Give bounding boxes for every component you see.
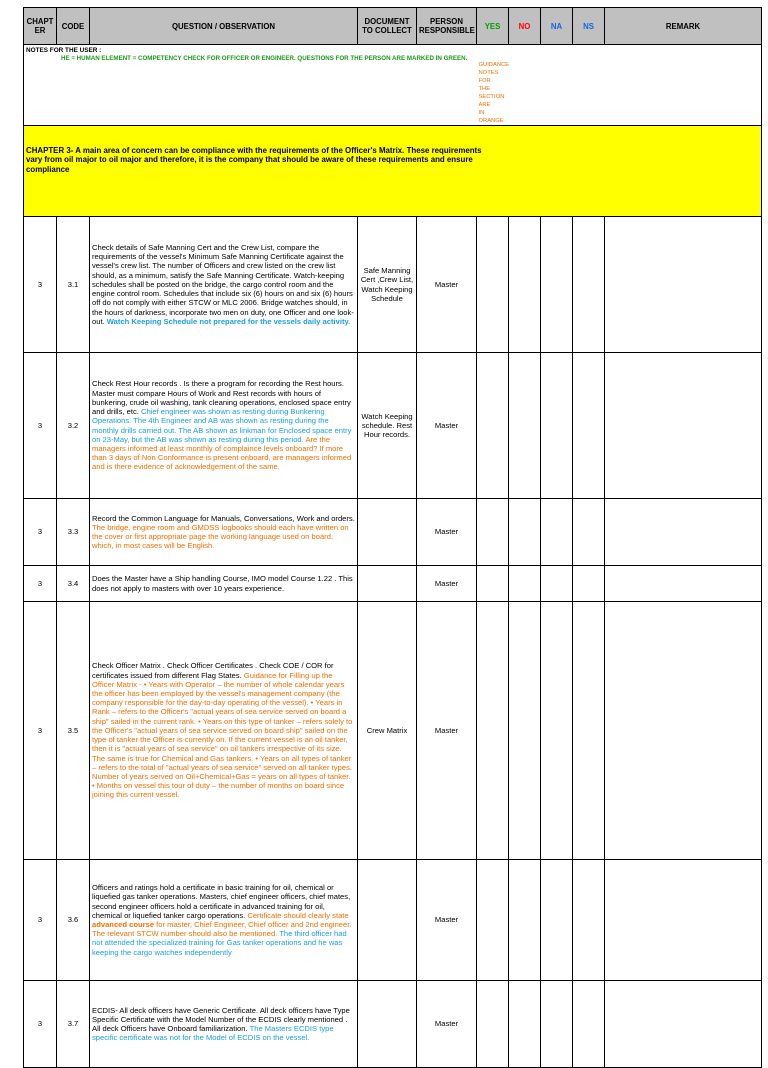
row-remark-input[interactable] <box>605 353 762 499</box>
checklist-sheet <box>23 7 761 1068</box>
row-code: 3.1 <box>57 217 90 353</box>
row-yes-checkbox[interactable] <box>477 217 509 353</box>
question-text-segment: Certificate should clearly state <box>247 910 349 920</box>
row-chapter: 3 <box>24 353 57 499</box>
checklist-row <box>24 353 762 499</box>
row-person: Master <box>417 353 477 499</box>
chapter-text: CHAPTER 3- A main area of concern can be compliance with the requirements of the Officer's Matrix. These requirements vary from oil major to oil major and therefore, it is the company that should be aware of these requirements and ensure compliance <box>26 146 482 174</box>
question-text-segment: Watch Keeping Schedule not prepared for the vessels daily activity. <box>106 316 351 326</box>
row-ns-checkbox[interactable] <box>573 566 605 602</box>
row-code: 3.4 <box>57 566 90 602</box>
row-document <box>358 499 417 566</box>
notes-row <box>24 45 762 126</box>
chapter-row <box>24 126 762 217</box>
notes-title: NOTES FOR THE USER : <box>26 47 102 54</box>
row-na-checkbox[interactable] <box>541 860 573 981</box>
row-remark-input[interactable] <box>605 981 762 1068</box>
question-text-segment: Check Officer Matrix . Check Officer Certificates . Check COE / COR for certificates issued from different Flag States. <box>92 661 334 680</box>
col-na: NA <box>541 8 573 45</box>
row-document: Watch Keeping schedule. Rest Hour records. <box>358 353 417 499</box>
header-row <box>24 8 762 45</box>
row-yes-checkbox[interactable] <box>477 566 509 602</box>
row-no-checkbox[interactable] <box>509 860 541 981</box>
row-person: Master <box>417 602 477 860</box>
row-person: Master <box>417 860 477 981</box>
row-remark-input[interactable] <box>605 860 762 981</box>
col-document: DOCUMENT TO COLLECT <box>358 8 417 45</box>
col-person: PERSON RESPONSIBLE <box>417 8 477 45</box>
row-question <box>90 217 358 353</box>
question-text-segment: The third officer had not attended the specialized training for Gas tanker operations and he was keeping the cargo watches independently <box>92 929 347 957</box>
row-code: 3.3 <box>57 499 90 566</box>
row-code: 3.5 <box>57 602 90 860</box>
checklist-row <box>24 217 762 353</box>
row-yes-checkbox[interactable] <box>477 499 509 566</box>
row-document <box>358 566 417 602</box>
question-text-segment: Guidance for Filling up the Officer Matrix - • Years with Operator – the number of whole calendar years the officer has been employed by the vessel's management company (the company responsible for the day-to-day operating of the vessel). • Years in Rank – refers to the Officer's "actual years of sea service served on board a ship" sailed in the current rank. • Years on this type of tanker – refers solely to the Officer's "actual years of sea service served on board ship" sailed on the type of tanker the Officer is currently on. If the current vessel is an oil tanker, then it is "actual years of sea service" on oil tankers irrespective of its size. The same is true for Chemical and Gas tankers. • Years on all types of tanker – refers to the total of "actual years of sea service" served on all tanker types. Number of years served on Oil+Chemical+Gas = years on all types of tanker. • Months on vessel this tour of duty – the number of months on board since joining this current vessel. <box>92 670 353 800</box>
row-question <box>90 602 358 860</box>
col-chapter: CHAPT ER <box>24 8 57 45</box>
row-chapter: 3 <box>24 217 57 353</box>
row-ns-checkbox[interactable] <box>573 860 605 981</box>
col-remark: REMARK <box>605 8 762 45</box>
question-text-segment: ECDIS- All deck officers have Generic Certificate. All deck officers have Type Specific Certificate with the Model Number of the ECDIS clearly mentioned . All deck Officers have Onboard familiarization. <box>92 1005 350 1033</box>
row-na-checkbox[interactable] <box>541 981 573 1068</box>
row-na-checkbox[interactable] <box>541 602 573 860</box>
question-text-segment: Check Rest Hour records . Is there a program for recording the Rest hours. Master must compare Hours of Work and Rest records with hours of bunkering, crude oil washing, tank cleaning operations, enclosed space entry and drills, etc. <box>92 379 351 417</box>
row-yes-checkbox[interactable] <box>477 602 509 860</box>
row-no-checkbox[interactable] <box>509 217 541 353</box>
row-remark-input[interactable] <box>605 217 762 353</box>
question-text-segment: Officers and ratings hold a certificate in basic training for oil, chemical or liquefied gas tanker operations. Masters, chief engineer officers, chief mates, second engineer officers hold a certificate in advanced training for oil, chemical or liquefied tanker cargo operations. <box>92 883 351 920</box>
question-text-segment: The Masters ECDIS type specific certificate was not for the Model of ECDIS on the vessel. <box>92 1024 334 1043</box>
checklist-row <box>24 499 762 566</box>
row-chapter: 3 <box>24 499 57 566</box>
row-no-checkbox[interactable] <box>509 353 541 499</box>
row-ns-checkbox[interactable] <box>573 602 605 860</box>
row-chapter: 3 <box>24 860 57 981</box>
question-text-segment: advanced course <box>92 920 155 929</box>
row-no-checkbox[interactable] <box>509 981 541 1068</box>
row-no-checkbox[interactable] <box>509 566 541 602</box>
row-person: Master <box>417 981 477 1068</box>
row-na-checkbox[interactable] <box>541 353 573 499</box>
row-person: Master <box>417 499 477 566</box>
row-chapter: 3 <box>24 981 57 1068</box>
checklist-row <box>24 602 762 860</box>
row-yes-checkbox[interactable] <box>477 981 509 1068</box>
row-document <box>358 981 417 1068</box>
row-remark-input[interactable] <box>605 499 762 566</box>
row-remark-input[interactable] <box>605 602 762 860</box>
row-ns-checkbox[interactable] <box>573 217 605 353</box>
row-na-checkbox[interactable] <box>541 566 573 602</box>
question-text-segment: Check details of Safe Manning Cert and the Crew List, compare the requirements of the vessel's Minimum Safe Manning Certificate against the vessel's crew list. The number of Officers and crew listed on the crew list should, as a minimum, satisfy the Safe Manning Certificate. Watch-keeping schedules shall be posted on the bridge, the cargo control room and the engine control room. Schedules that include six (6) hours on and six (6) hours off do not comply with either STCW or MLC 2006. Bridge watches should, in the hours of darkness, incorporate two men on duty, one Officer and one look-out. <box>92 243 354 326</box>
question-text-segment: Chief engineer was shown as resting during Bunkering Operations. The 4th Engineer and AB was shown as resting during the monthly drills carried out. The AB shown as linkman for Enclosed space entry on 23-May, but the AB was shown as resting during this period. <box>92 407 352 444</box>
checklist-table <box>23 7 762 1068</box>
row-code: 3.2 <box>57 353 90 499</box>
row-na-checkbox[interactable] <box>541 217 573 353</box>
checklist-row <box>24 860 762 981</box>
row-ns-checkbox[interactable] <box>573 499 605 566</box>
row-code: 3.7 <box>57 981 90 1068</box>
row-document: Crew Matrix <box>358 602 417 860</box>
row-question <box>90 499 358 566</box>
row-na-checkbox[interactable] <box>541 499 573 566</box>
row-person: Master <box>417 217 477 353</box>
chapter-cell <box>24 126 762 217</box>
col-ns: NS <box>573 8 605 45</box>
col-code: CODE <box>57 8 90 45</box>
checklist-row <box>24 566 762 602</box>
row-person: Master <box>417 566 477 602</box>
row-no-checkbox[interactable] <box>509 499 541 566</box>
row-yes-checkbox[interactable] <box>477 860 509 981</box>
row-ns-checkbox[interactable] <box>573 353 605 499</box>
col-no: NO <box>509 8 541 45</box>
row-question <box>90 981 358 1068</box>
row-document <box>358 860 417 981</box>
question-text-segment: Does the Master have a Ship handling Course, IMO model Course 1.22 . This does not apply to masters with over 10 years experience. <box>92 574 353 593</box>
row-yes-checkbox[interactable] <box>477 353 509 499</box>
row-document: Safe Manning Cert ,Crew List, Watch Keeping Schedule <box>358 217 417 353</box>
checklist-row <box>24 981 762 1068</box>
row-code: 3.6 <box>57 860 90 981</box>
notes-he-line: HE = HUMAN ELEMENT = COMPETENCY CHECK FOR OFFICER OR ENGINEER. QUESTIONS FOR THE PERSON ARE MARKED IN GREEN. <box>61 55 468 62</box>
notes-guidance-cell <box>477 45 762 126</box>
question-text-segment: The bridge, engine room and GMDSS logbooks should each have written on the cover or first appropriate page the working language used on board, which, in most cases will be English. <box>92 522 349 551</box>
row-chapter: 3 <box>24 566 57 602</box>
question-text-segment: Are the managers informed at least monthly of complaince levels onboard? If more than 3 days of Non Conformance is present onboard, are managers informed and is there evidence of acknowledgement of the same. <box>92 434 352 472</box>
question-text-segment: Record the Common Language for Manuals, Conversations, Work and orders. <box>92 513 355 523</box>
row-remark-input[interactable] <box>605 566 762 602</box>
row-no-checkbox[interactable] <box>509 602 541 860</box>
col-yes: YES <box>477 8 509 45</box>
notes-guidance: GUIDANCE NOTES FOR THE SECTION ARE IN ORANGE <box>478 62 510 124</box>
row-question <box>90 353 358 499</box>
row-ns-checkbox[interactable] <box>573 981 605 1068</box>
row-question <box>90 566 358 602</box>
row-chapter: 3 <box>24 602 57 860</box>
question-text-segment: for master, Chief Engineer, Chief officer and 2nd engineer. The relevant STCW number should also be mentioned. <box>92 920 352 939</box>
col-question: QUESTION / OBSERVATION <box>90 8 358 45</box>
row-question <box>90 860 358 981</box>
